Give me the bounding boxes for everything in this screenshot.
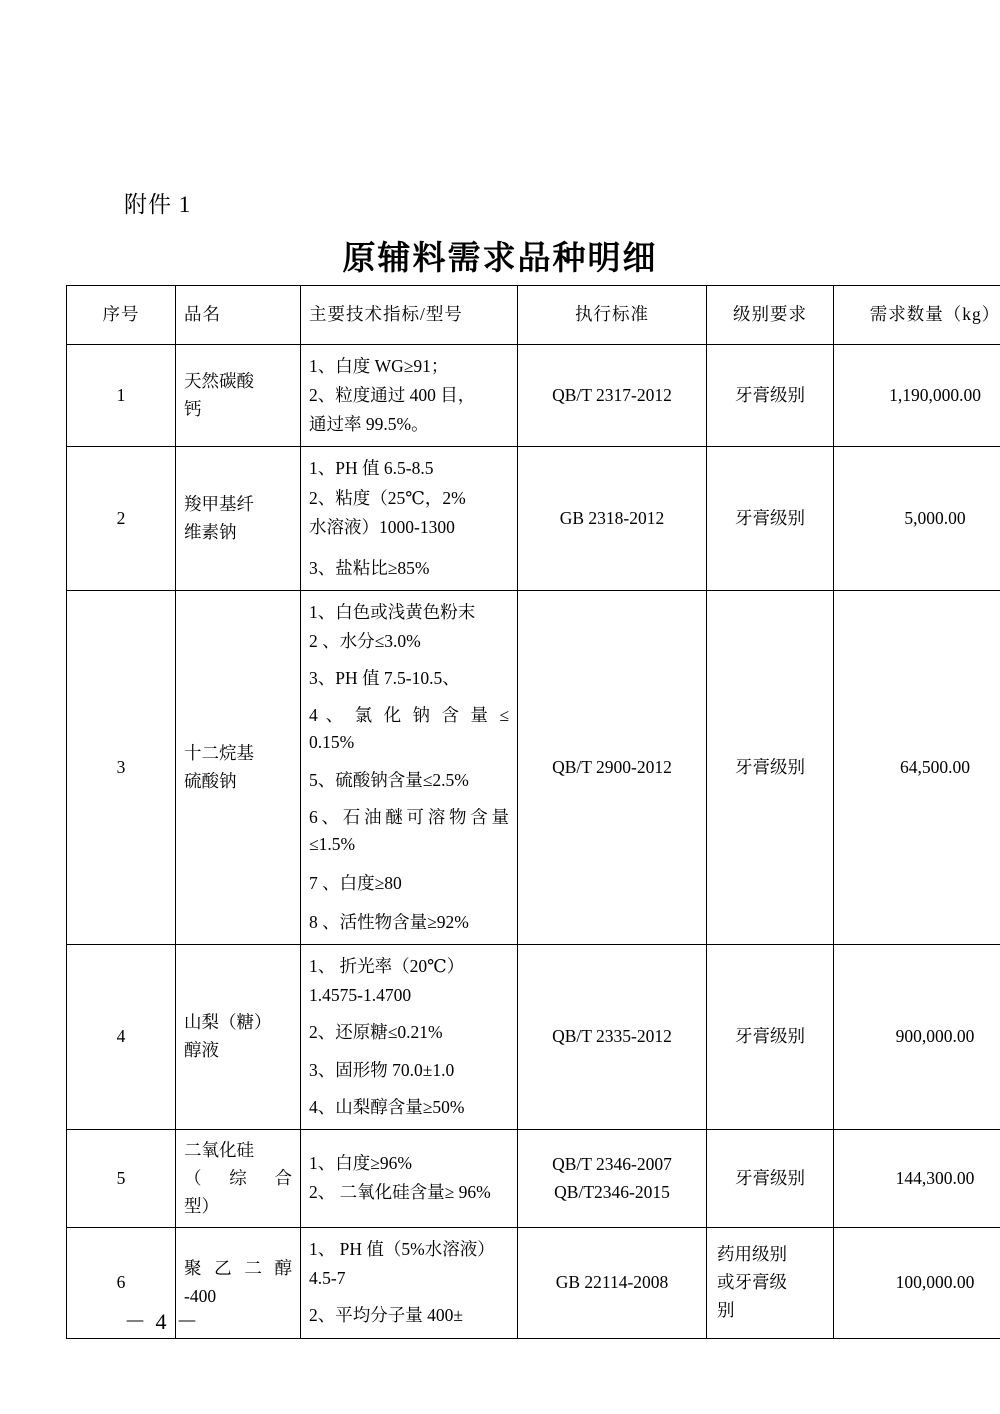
name-line: 聚乙二醇 (184, 1258, 292, 1279)
cell-quantity: 900,000.00 (834, 945, 1000, 1130)
spec-line: 水溶液）1000-1300 (309, 516, 455, 537)
header-grade: 级别要求 (707, 286, 834, 345)
cell-standard (518, 1129, 707, 1227)
spec-line: 2、平均分子量 400± (309, 1305, 463, 1326)
standard-line: GB 22114-2008 (555, 1272, 669, 1293)
cell-grade (707, 1129, 834, 1227)
standard-line: GB 2318-2012 (559, 508, 665, 529)
cell-quantity: 64,500.00 (834, 590, 1000, 944)
spec-gap (309, 543, 509, 553)
cell-standard (518, 345, 707, 447)
spec-line: 1、 折光率（20℃） (309, 956, 465, 977)
standard-line: QB/T2346-2015 (554, 1181, 670, 1202)
name-line: 天然碳酸 (184, 371, 254, 392)
cell-standard (518, 945, 707, 1130)
cell-grade (707, 345, 834, 447)
table-header-row (67, 286, 1000, 345)
header-quantity: 需求数量（kg） (834, 286, 1000, 345)
name-line: （ 综 合 (184, 1167, 292, 1188)
header-name: 品名 (176, 286, 301, 345)
standard-line: QB/T 2346-2007 (552, 1153, 672, 1174)
cell-spec (301, 590, 518, 944)
cell-quantity: 144,300.00 (834, 1129, 1000, 1227)
cell-grade (707, 945, 834, 1130)
cell-standard (518, 1228, 707, 1338)
cell-grade (707, 590, 834, 944)
grade-line: 牙膏级别 (735, 1167, 805, 1188)
cell-spec (301, 345, 518, 447)
table-row (67, 1129, 1000, 1227)
spec-line: 1、白度 WG≥91； (309, 356, 449, 376)
spec-gap (309, 796, 509, 802)
cell-index: 4 (67, 945, 176, 1130)
cell-index: 6 (67, 1228, 176, 1338)
cell-spec (301, 945, 518, 1130)
cell-quantity: 1,190,000.00 (834, 345, 1000, 447)
grade-line: 牙膏级别 (735, 508, 805, 529)
spec-gap (309, 694, 509, 700)
cell-name (176, 945, 301, 1130)
table-row (67, 945, 1000, 1130)
spec-gap (309, 759, 509, 765)
spec-line: 7 、白度≥80 (309, 872, 402, 893)
spec-line: 通过率 99.5%。 (309, 414, 429, 435)
spec-line: 1、PH 值 6.5-8.5 (309, 458, 434, 479)
name-line: 十二烷基 (184, 742, 254, 763)
cell-grade (707, 1228, 834, 1338)
name-line: 醇液 (184, 1040, 219, 1061)
name-line: 型） (184, 1196, 219, 1216)
cell-name (176, 590, 301, 944)
spec-gap (309, 1086, 509, 1092)
spec-line: 1、白度≥96% (309, 1153, 412, 1174)
spec-gap (309, 899, 509, 907)
spec-line: 3、盐粘比≥85% (309, 557, 430, 578)
header-spec: 主要技术指标/型号 (301, 286, 518, 345)
name-line: 硫酸钠 (184, 771, 237, 791)
cell-spec (301, 1228, 518, 1338)
cell-index: 3 (67, 590, 176, 944)
grade-line: 牙膏级别 (735, 756, 805, 777)
header-index: 序号 (67, 286, 176, 345)
spec-line: 1、 PH 值（5%水溶液） (309, 1239, 495, 1260)
spec-line: 2、还原糖≤0.21% (309, 1022, 443, 1043)
table-row (67, 590, 1000, 944)
spec-line: 6、石油醚可溶物含量 ≤1.5% (309, 806, 509, 854)
grade-line: 别 (717, 1300, 735, 1321)
grade-line: 或牙膏级 (717, 1272, 787, 1293)
name-line: 钙 (184, 399, 202, 420)
page-number: － 4 － (124, 1309, 201, 1334)
spec-line: 1、白色或浅黄色粉末 (309, 601, 476, 622)
material-requirements-table (66, 285, 1000, 1339)
page-title: 原辅料需求品种明细 (342, 238, 658, 277)
spec-line: 3、固形物 70.0±1.0 (309, 1059, 455, 1080)
cell-index: 1 (67, 345, 176, 447)
grade-line: 药用级别 (717, 1244, 787, 1265)
spec-line: 4 、 氯 化 钠 含 量 ≤ 0.15% (309, 705, 509, 753)
attachment-label: 附件 1 (124, 192, 192, 217)
spec-gap (309, 1011, 509, 1017)
cell-name (176, 345, 301, 447)
cell-spec (301, 1129, 518, 1227)
spec-line: 5、硫酸钠含量≤2.5% (309, 769, 469, 790)
spec-line: 8 、活性物含量≥92% (309, 912, 469, 932)
name-line: -400 (184, 1286, 217, 1307)
cell-standard (518, 447, 707, 591)
cell-index: 2 (67, 447, 176, 591)
spec-line: 1.4575-1.4700 (309, 985, 412, 1006)
cell-spec (301, 447, 518, 591)
cell-name (176, 1129, 301, 1227)
cell-quantity: 5,000.00 (834, 447, 1000, 591)
spec-gap (309, 657, 509, 663)
spec-line: 4、山梨醇含量≥50% (309, 1096, 465, 1117)
name-line: 羧甲基纤 (184, 494, 254, 514)
grade-line: 牙膏级别 (735, 1026, 805, 1047)
header-standard: 执行标准 (518, 286, 707, 345)
name-line: 二氧化硅 (184, 1139, 254, 1160)
grade-line: 牙膏级别 (735, 385, 805, 406)
spec-line: 2 、水分≤3.0% (309, 631, 421, 651)
standard-line: QB/T 2317-2012 (552, 385, 672, 406)
name-line: 山梨（糖） (184, 1012, 272, 1033)
spec-line: 2、粒度通过 400 目， (309, 385, 476, 406)
standard-line: QB/T 2335-2012 (552, 1026, 672, 1047)
cell-grade (707, 447, 834, 591)
table-row (67, 447, 1000, 591)
cell-quantity: 100,000.00 (834, 1228, 1000, 1338)
spec-line: 2、粘度（25℃，2% (309, 487, 466, 508)
table-row (67, 1228, 1000, 1338)
spec-line: 3、PH 值 7.5-10.5、 (309, 668, 460, 689)
spec-gap (309, 1049, 509, 1055)
cell-index: 5 (67, 1129, 176, 1227)
cell-standard (518, 590, 707, 944)
spec-line: 4.5-7 (309, 1268, 346, 1289)
spec-gap (309, 860, 509, 868)
spec-gap (309, 1294, 509, 1300)
cell-name (176, 447, 301, 591)
spec-line: 2、 二氧化硅含量≥ 96% (309, 1182, 491, 1203)
standard-line: QB/T 2900-2012 (552, 756, 672, 777)
name-line: 维素钠 (184, 522, 237, 543)
table-row (67, 345, 1000, 447)
